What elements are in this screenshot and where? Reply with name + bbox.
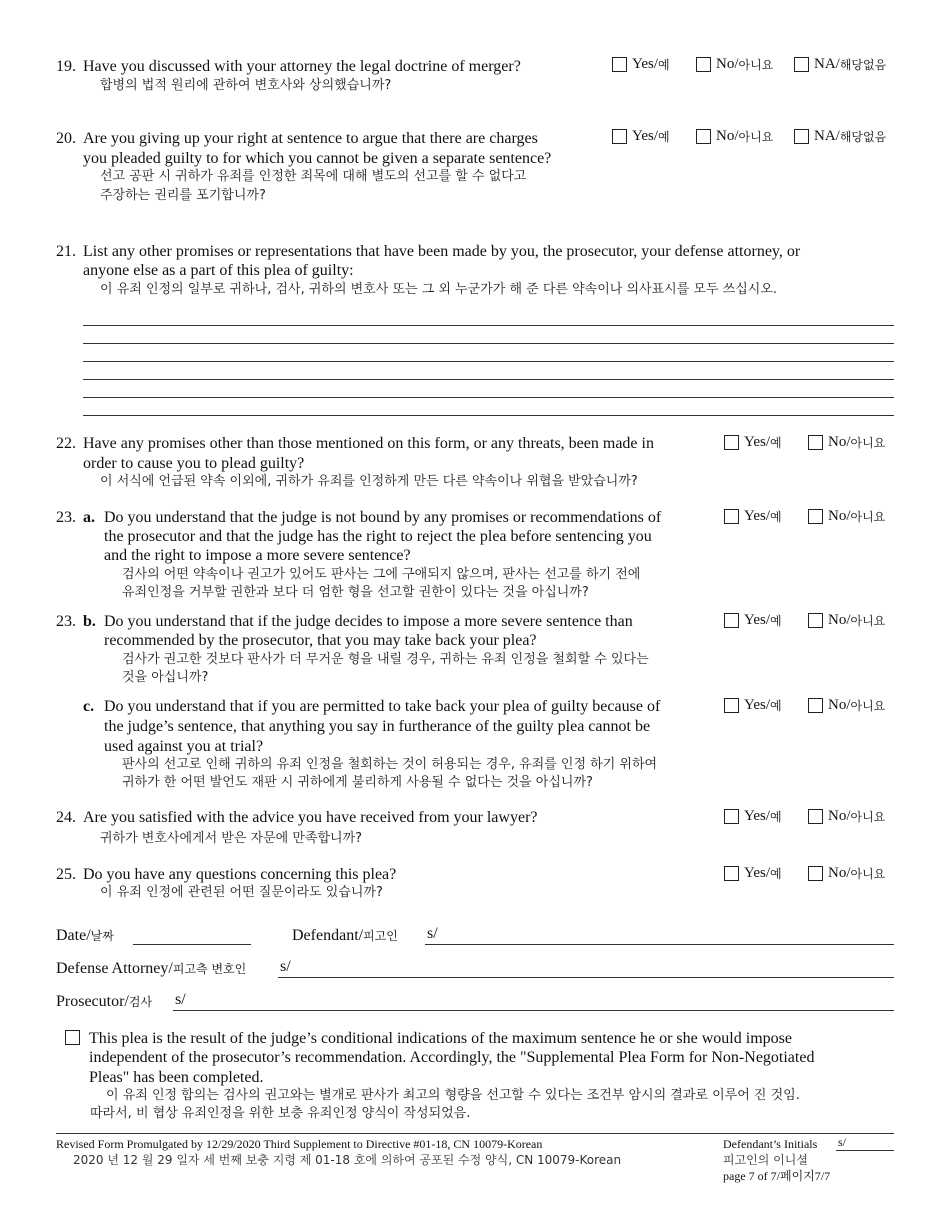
defendant-initials-value: s/ (838, 1135, 847, 1149)
footer-revised-ko: 2020 년 12 월 29 일자 세 번째 보충 지령 제 01-18 호에 의하여 공포된 수정 양식, CN 10079-Korean (73, 1153, 622, 1167)
attorney-signature: s/ (280, 958, 291, 975)
q22-no-checkbox[interactable]: No/ 아니요 (808, 434, 885, 451)
q23c-text-line2: the judge’s sentence, that anything you say in furtherance of the guilty plea cannot be (104, 718, 651, 735)
conditional-text-line2: independent of the prosecutor’s recommendation. Accordingly, the "Supplemental Plea Form for Non-Negotiated (89, 1049, 815, 1066)
prosecutor-signature-field[interactable] (173, 1010, 894, 1011)
date-label: Date/날짜 (56, 927, 114, 944)
q20-text-ko-line2: 주장하는 권리를 포기합니까? (100, 188, 266, 203)
q21-answer-line-1[interactable] (83, 325, 894, 326)
conditional-text-ko-line1: 이 유죄 인정 합의는 검사의 권고와는 별개로 판사가 최고의 형량을 선고할 수 있다는 조건부 암시의 결과로 이루어 진 것임. (106, 1088, 800, 1103)
q25-text-ko: 이 유죄 인정에 관련된 어떤 질문이라도 있습니까? (100, 885, 383, 900)
q24-text: Are you satisfied with the advice you have received from your lawyer? (83, 809, 538, 826)
q19-no-checkbox[interactable]: No/ 아니요 (696, 56, 773, 73)
q20-text-ko-line1: 선고 공판 시 귀하가 유죄를 인정한 죄목에 대해 별도의 선고를 할 수 없다고 (100, 169, 527, 184)
q19-text: Have you discussed with your attorney the legal doctrine of merger? (83, 58, 521, 75)
q23a-sub: a. (83, 509, 95, 526)
attorney-label: Defense Attorney/피고측 변호인 (56, 960, 247, 977)
q23b-no-checkbox[interactable]: No/ 아니요 (808, 612, 885, 629)
q20-number: 20. (56, 130, 76, 147)
q19-na-checkbox[interactable]: NA/ 해당없음 (794, 56, 886, 73)
q25-no-checkbox[interactable]: No/ 아니요 (808, 865, 885, 882)
q23b-text-ko-line1: 검사가 권고한 것보다 판사가 더 무거운 형을 내릴 경우, 귀하는 유죄 인정을 철회할 수 있다는 (122, 652, 649, 667)
q21-answer-line-6[interactable] (83, 415, 894, 416)
q19-yes-checkbox[interactable]: Yes/ 예 (612, 56, 670, 73)
q22-text-line1: Have any promises other than those mentioned on this form, or any threats, been made in (83, 435, 654, 452)
q23a-no-checkbox[interactable]: No/ 아니요 (808, 508, 885, 525)
q23a-yes-checkbox[interactable]: Yes/ 예 (724, 508, 782, 525)
attorney-signature-field[interactable] (278, 977, 894, 978)
q23c-text-line3: used against you at trial? (104, 738, 264, 755)
q23c-no-checkbox[interactable]: No/ 아니요 (808, 697, 885, 714)
q23c-text-ko-line2: 귀하가 한 어떤 발언도 재판 시 귀하에게 불리하게 사용될 수 없다는 것을 아십니까? (122, 775, 593, 790)
q24-no-checkbox[interactable]: No/ 아니요 (808, 808, 885, 825)
prosecutor-signature: s/ (175, 991, 186, 1008)
q22-yes-checkbox[interactable]: Yes/ 예 (724, 434, 782, 451)
defendant-label: Defendant/피고인 (292, 927, 398, 944)
q20-yes-checkbox[interactable]: Yes/ 예 (612, 128, 670, 145)
q23b-sub: b. (83, 613, 96, 630)
q19-text-ko: 합병의 법적 원리에 관하여 변호사와 상의했습니까? (100, 78, 392, 93)
q23b-number: 23. (56, 613, 76, 630)
q21-answer-line-3[interactable] (83, 361, 894, 362)
q23a-text-line3: and the right to impose a more severe sentence? (104, 547, 411, 564)
q23c-text-ko-line1: 판사의 선고로 인해 귀하의 유죄 인정을 철회하는 것이 허용되는 경우, 유죄를 인정 하기 위하여 (122, 757, 658, 772)
q25-yes-checkbox[interactable]: Yes/ 예 (724, 865, 782, 882)
q21-number: 21. (56, 243, 76, 260)
q24-yes-checkbox[interactable]: Yes/ 예 (724, 808, 782, 825)
footer-divider (56, 1133, 894, 1134)
prosecutor-label: Prosecutor/검사 (56, 993, 153, 1010)
conditional-text-line1: This plea is the result of the judge’s conditional indications of the maximum sentence he or she would impose (89, 1030, 792, 1047)
defendant-initials-field[interactable] (836, 1150, 894, 1151)
defendant-signature: s/ (427, 925, 438, 942)
q20-text-line2: you pleaded guilty to for which you cannot be given a separate sentence? (83, 150, 552, 167)
q23a-text-line1: Do you understand that the judge is not bound by any promises or recommendations of (104, 509, 662, 526)
q21-answer-line-2[interactable] (83, 343, 894, 344)
q19-number: 19. (56, 58, 76, 75)
q21-answer-line-4[interactable] (83, 379, 894, 380)
q23c-yes-checkbox[interactable]: Yes/ 예 (724, 697, 782, 714)
q23b-text-line1: Do you understand that if the judge decides to impose a more severe sentence than (104, 613, 633, 630)
q23a-text-line2: the prosecutor and that the judge has the right to reject the plea before sentencing you (104, 528, 652, 545)
page-number: page 7 of 7/페이지7/7 (723, 1169, 831, 1183)
footer-revised-en: Revised Form Promulgated by 12/29/2020 Third Supplement to Directive #01-18, CN 10079-Korean (56, 1137, 543, 1151)
q25-text: Do you have any questions concerning this plea? (83, 866, 397, 883)
q24-text-ko: 귀하가 변호사에게서 받은 자문에 만족합니까? (100, 831, 363, 846)
q21-text-line2: anyone else as a part of this plea of guilty: (83, 262, 354, 279)
q23b-text-line2: recommended by the prosecutor, that you may take back your plea? (104, 632, 537, 649)
q23b-yes-checkbox[interactable]: Yes/ 예 (724, 612, 782, 629)
q23a-text-ko-line2: 유죄인정을 거부할 권한과 보다 더 엄한 형을 선고할 권한이 있다는 것을 아십니까? (122, 585, 589, 600)
q23c-sub: c. (83, 698, 95, 715)
q22-text-line2: order to cause you to plead guilty? (83, 455, 305, 472)
q20-na-checkbox[interactable]: NA/ 해당없음 (794, 128, 886, 145)
q21-answer-line-5[interactable] (83, 397, 894, 398)
q24-number: 24. (56, 809, 76, 826)
defendant-signature-field[interactable] (425, 944, 894, 945)
q23a-text-ko-line1: 검사의 어떤 약속이나 권고가 있어도 판사는 그에 구애되지 않으며, 판사는 선고를 하기 전에 (122, 567, 641, 582)
conditional-plea-checkbox[interactable] (65, 1030, 80, 1045)
defendant-initials-ko: 피고인의 이니셜 (723, 1153, 808, 1167)
q22-text-ko: 이 서식에 언급된 약속 이외에, 귀하가 유죄를 인정하게 만든 다른 약속이나 위협을 받았습니까? (100, 474, 638, 489)
conditional-text-line3: Pleas" has been completed. (89, 1069, 264, 1086)
q21-text-line1: List any other promises or representations that have been made by you, the prosecutor, your defense attorney, or (83, 243, 801, 260)
q22-number: 22. (56, 435, 76, 452)
q20-no-checkbox[interactable]: No/ 아니요 (696, 128, 773, 145)
q23c-text-line1: Do you understand that if you are permitted to take back your plea of guilty because of (104, 698, 661, 715)
conditional-text-ko-line2: 따라서, 비 협상 유죄인정을 위한 보충 유죄인정 양식이 작성되었음. (90, 1106, 471, 1121)
q23b-text-ko-line2: 것을 아십니까? (122, 670, 209, 685)
date-field[interactable] (133, 944, 251, 945)
q21-text-ko: 이 유죄 인정의 일부로 귀하나, 검사, 귀하의 변호사 또는 그 외 누군가가 해 준 다른 약속이나 의사표시를 모두 쓰십시오. (100, 282, 778, 297)
q23a-number: 23. (56, 509, 76, 526)
q25-number: 25. (56, 866, 76, 883)
q20-text-line1: Are you giving up your right at sentence to argue that there are charges (83, 130, 538, 147)
defendant-initials-label: Defendant’s Initials (723, 1137, 818, 1151)
